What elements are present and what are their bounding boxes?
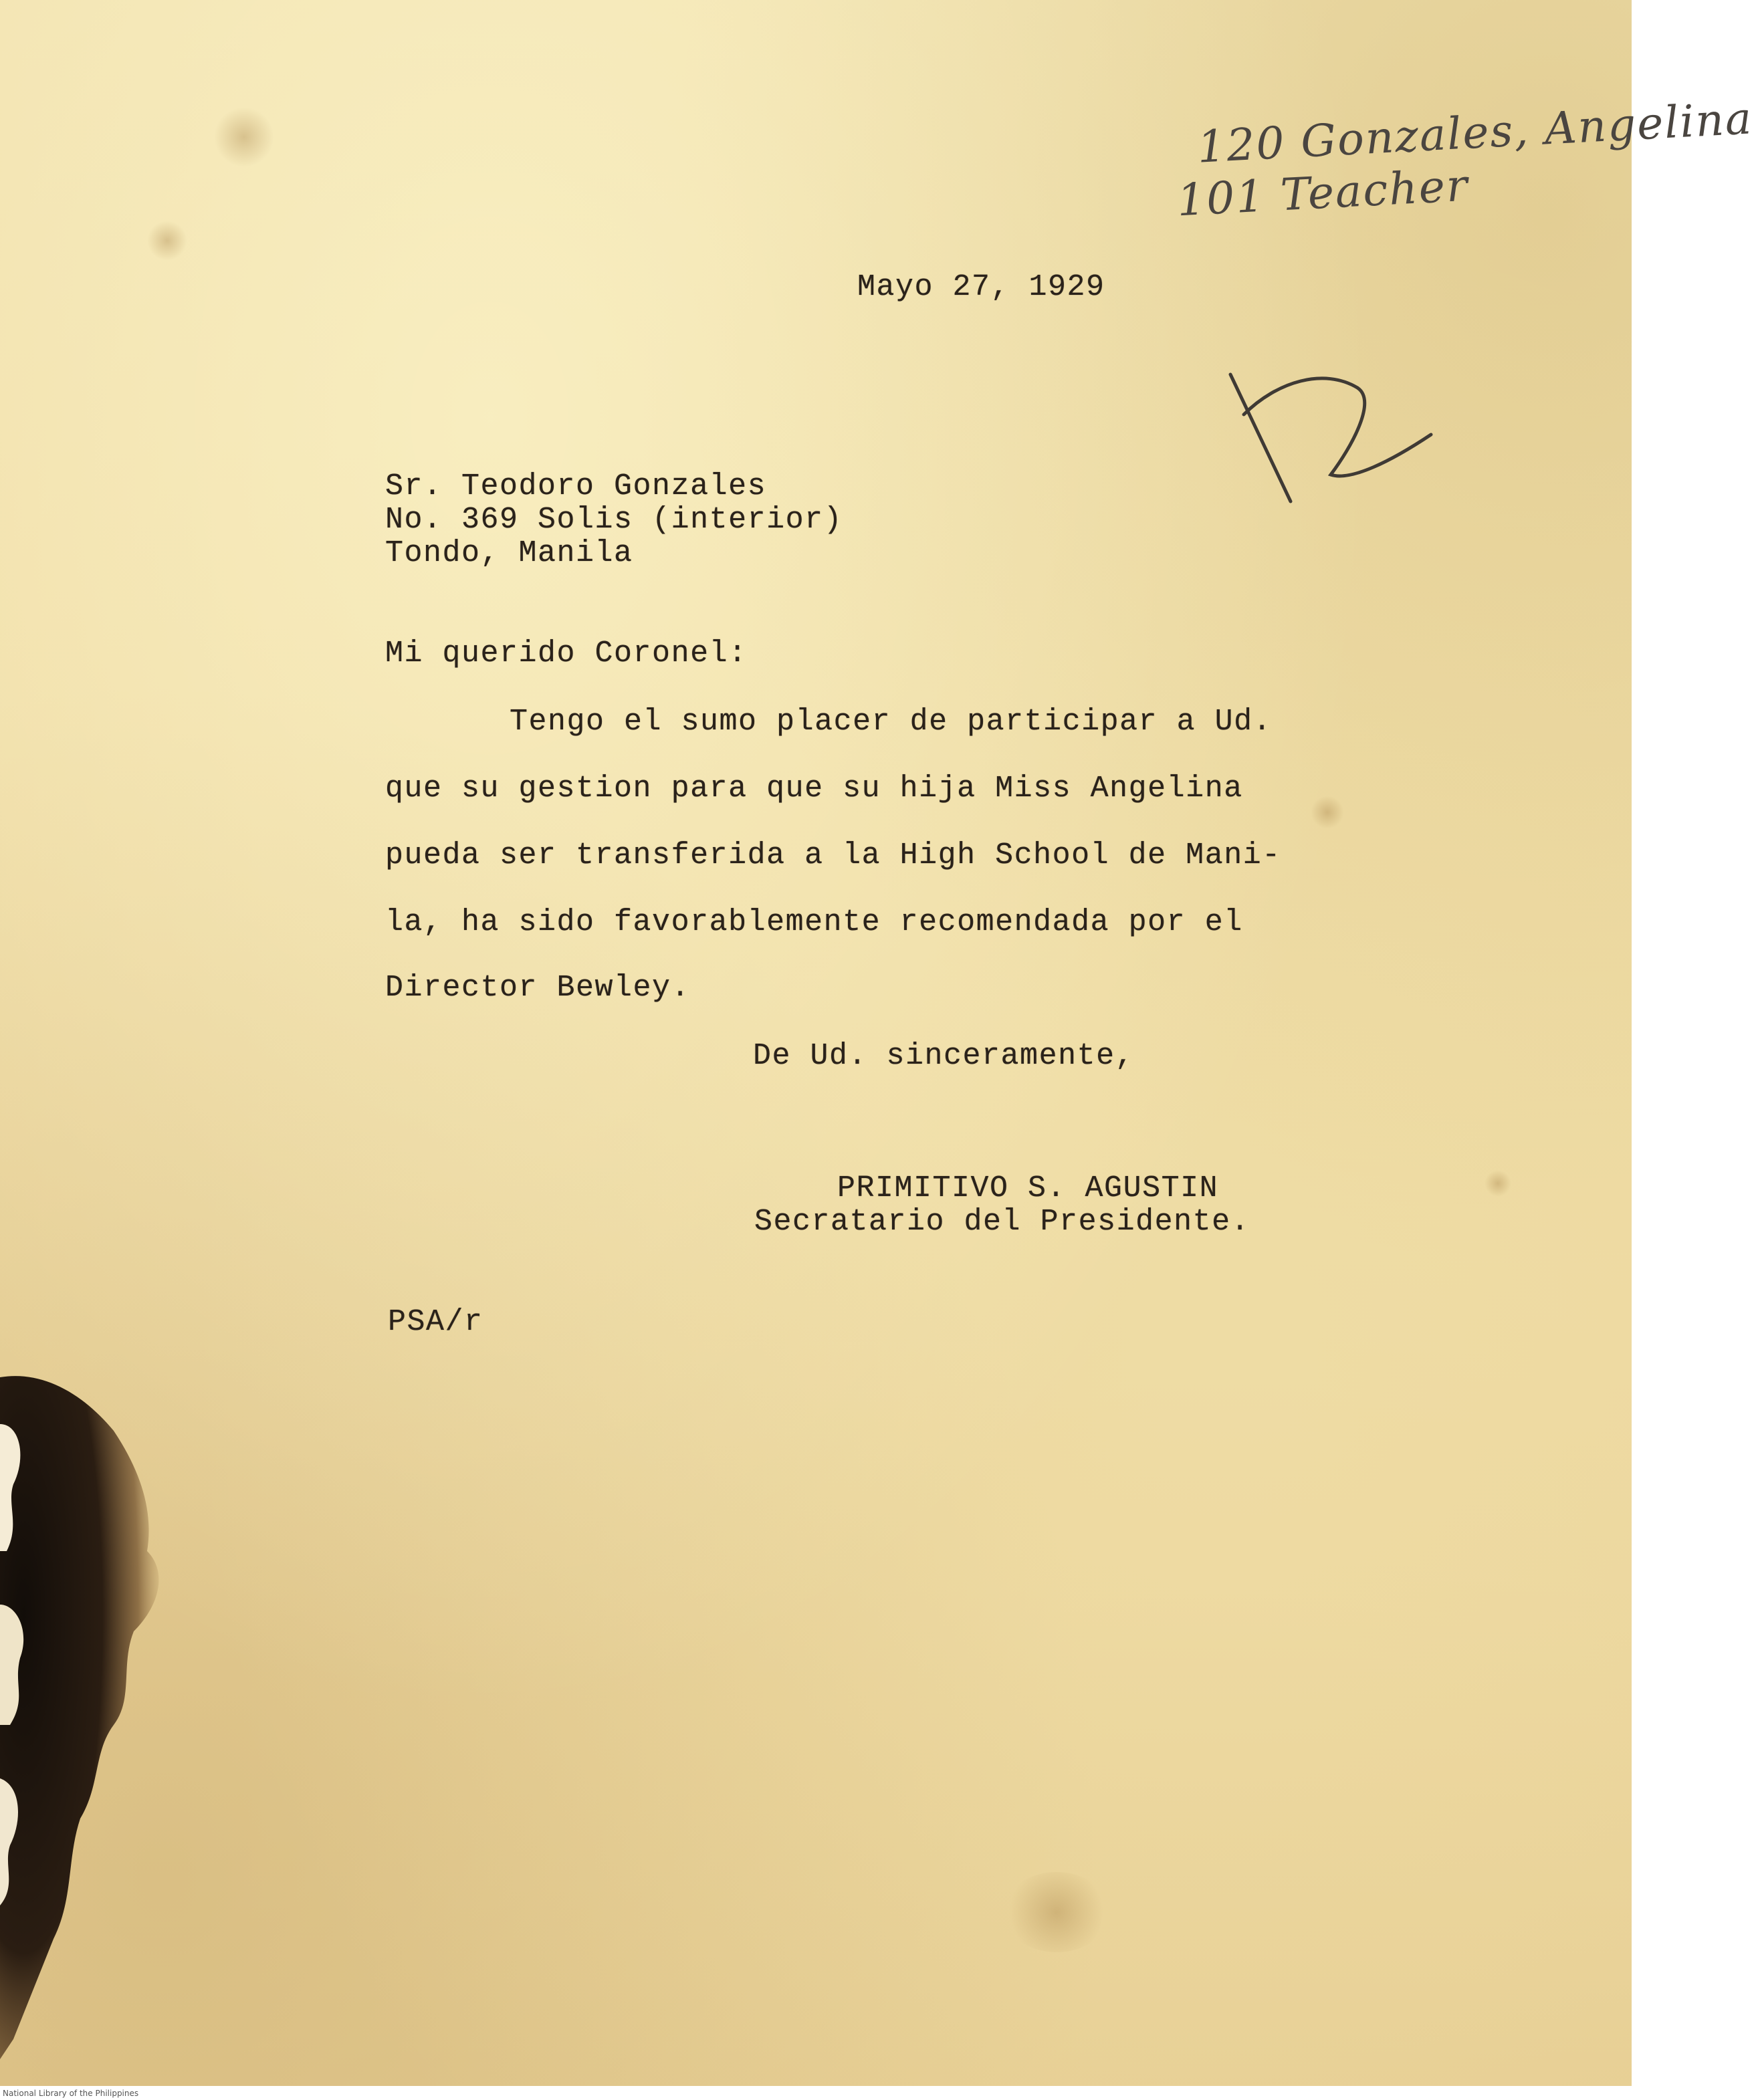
body-line: que su gestion para que su hija Miss Angelina	[385, 772, 1243, 806]
paper-stain	[1485, 1170, 1511, 1197]
paper-stain	[1311, 796, 1344, 829]
signer-name: PRIMITIVO S. AGUSTIN	[837, 1171, 1219, 1205]
paper-stain	[214, 107, 274, 167]
pencil-annotation-line2: 101 Teacher	[1176, 159, 1470, 227]
body-line: la, ha sido favorablemente recomendada por el	[385, 905, 1243, 939]
body-line: pueda ser transferida a la High School de Mani-	[385, 838, 1281, 872]
body-line: Director Bewley.	[385, 971, 691, 1005]
scan-footer	[0, 2086, 1632, 2100]
recipient-street: No. 369 Solis (interior)	[385, 503, 843, 537]
burn-damage	[0, 1351, 174, 2086]
reference-initials: PSA/r	[388, 1305, 483, 1339]
closing: De Ud. sinceramente,	[753, 1039, 1135, 1073]
paper-stain	[1003, 1872, 1110, 1952]
salutation: Mi querido Coronel:	[385, 636, 748, 671]
archive-footer-text: National Library of the Philippines	[3, 2089, 139, 2098]
recipient-name: Sr. Teodoro Gonzales	[385, 469, 767, 503]
recipient-city: Tondo, Manila	[385, 536, 633, 570]
letter-date: Mayo 27, 1929	[857, 270, 1105, 304]
body-line: Tengo el sumo placer de participar a Ud.	[510, 705, 1273, 739]
paper-stain	[147, 221, 187, 261]
signer-title: Secratario del Presidente.	[754, 1205, 1250, 1239]
pencil-check-mark	[1217, 348, 1458, 508]
pencil-annotation-line1: 120 Gonzales, Angelina	[1196, 92, 1754, 173]
